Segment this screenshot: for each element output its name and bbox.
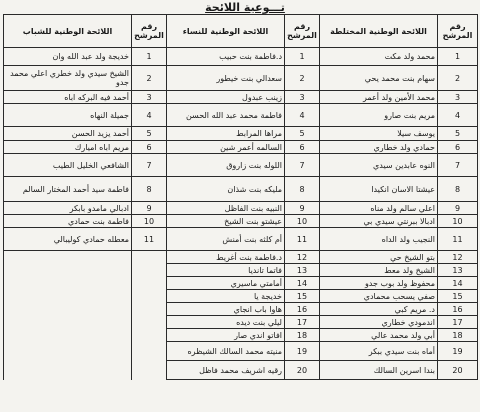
youth-name-cell: معطله حمادي كوليبالي: [4, 228, 132, 251]
mixed-name-cell: النوه عابدين سيدي: [320, 154, 438, 177]
youth-number-cell: [132, 277, 167, 290]
women-name-cell: سعدالي بنت خيطور: [167, 66, 285, 91]
table-row: [4, 303, 478, 316]
youth-number-cell: 7: [132, 154, 167, 177]
women-number-cell: 11: [285, 228, 320, 251]
women-number-cell: 17: [285, 316, 320, 329]
youth-name-cell: [4, 290, 132, 303]
women-number-cell: 20: [285, 361, 320, 380]
mixed-number-cell: 7: [438, 154, 478, 177]
youth-number-cell: [132, 329, 167, 342]
header-mixed-list: اللائحة الوطنية المختلطة: [320, 15, 438, 48]
women-name-cell: فاطمة محمد عبد الله الحسن: [167, 104, 285, 127]
mixed-name-cell: أبي ولد محمد عالي: [320, 329, 438, 342]
women-name-cell: هاوا باب انجاي: [167, 303, 285, 316]
youth-name-cell: [4, 303, 132, 316]
youth-number-cell: [132, 303, 167, 316]
table-row: [4, 290, 478, 303]
women-number-cell: 18: [285, 329, 320, 342]
mixed-name-cell: مريم بنت صارو: [320, 104, 438, 127]
youth-name-cell: [4, 329, 132, 342]
mixed-number-cell: 6: [438, 141, 478, 154]
youth-number-cell: [132, 290, 167, 303]
table-row: [4, 154, 478, 177]
youth-number-cell: 3: [132, 91, 167, 104]
mixed-number-cell: 9: [438, 202, 478, 215]
table-row: [4, 91, 478, 104]
women-number-cell: 19: [285, 342, 320, 361]
women-name-cell: اللوله بنت زاروق: [167, 154, 285, 177]
women-number-cell: 2: [285, 66, 320, 91]
women-name-cell: فاتما تاندیا: [167, 264, 285, 277]
mixed-number-cell: 5: [438, 127, 478, 141]
table-row: [4, 177, 478, 202]
mixed-number-cell: 8: [438, 177, 478, 202]
mixed-name-cell: حمادي ولد خطاري: [320, 141, 438, 154]
youth-number-cell: 9: [132, 202, 167, 215]
table-header-row: [4, 15, 478, 48]
mixed-number-cell: 14: [438, 277, 478, 290]
mixed-number-cell: 19: [438, 342, 478, 361]
youth-number-cell: [132, 264, 167, 277]
women-number-cell: 5: [285, 127, 320, 141]
youth-number-cell: 11: [132, 228, 167, 251]
youth-name-cell: [4, 251, 132, 264]
mixed-name-cell: سهام بنت محمد يحي: [320, 66, 438, 91]
youth-name-cell: فاطمة سيد أحمد المختار السالم: [4, 177, 132, 202]
mixed-name-cell: بتو الشيخ حي: [320, 251, 438, 264]
mixed-number-cell: 13: [438, 264, 478, 277]
mixed-name-cell: صفي يسحب محمادي: [320, 290, 438, 303]
youth-name-cell: فاطمة بنت حمادي: [4, 215, 132, 228]
youth-name-cell: الشيخ سيدي ولد خطري اعلي محمد جدو: [4, 66, 132, 91]
women-number-cell: 12: [285, 251, 320, 264]
mixed-name-cell: محمد الأمين ولد أعمر: [320, 91, 438, 104]
table-row: [4, 66, 478, 91]
women-number-cell: 6: [285, 141, 320, 154]
mixed-name-cell: اعلي سالم ولد مناه: [320, 202, 438, 215]
women-name-cell: د.فاطمة بنت حبيب: [167, 48, 285, 66]
women-number-cell: 16: [285, 303, 320, 316]
mixed-number-cell: 12: [438, 251, 478, 264]
header-youth-number: رقم المرشح: [132, 15, 167, 48]
youth-number-cell: [132, 361, 167, 380]
women-name-cell: السالمه أعمر شين: [167, 141, 285, 154]
women-number-cell: 15: [285, 290, 320, 303]
mixed-number-cell: 3: [438, 91, 478, 104]
mixed-name-cell: النجيب ولد الداه: [320, 228, 438, 251]
youth-name-cell: خديجة ولد عبد الله وان: [4, 48, 132, 66]
mixed-name-cell: اندمودي خطاري: [320, 316, 438, 329]
mixed-number-cell: 16: [438, 303, 478, 316]
youth-number-cell: 5: [132, 127, 167, 141]
women-number-cell: 7: [285, 154, 320, 177]
youth-number-cell: [132, 251, 167, 264]
mixed-name-cell: عيشتا الاسان انكيدا: [320, 177, 438, 202]
table-row: [4, 264, 478, 277]
mixed-name-cell: يوسف سيلا: [320, 127, 438, 141]
youth-name-cell: [4, 316, 132, 329]
women-number-cell: 13: [285, 264, 320, 277]
mixed-number-cell: 4: [438, 104, 478, 127]
table-row: [4, 215, 478, 228]
youth-number-cell: 2: [132, 66, 167, 91]
table-row: [4, 361, 478, 380]
header-youth-list: اللائحة الوطنية للشباب: [4, 15, 132, 48]
mixed-number-cell: 10: [438, 215, 478, 228]
women-name-cell: النبيه بنت الفاظل: [167, 202, 285, 215]
youth-name-cell: [4, 264, 132, 277]
youth-number-cell: 8: [132, 177, 167, 202]
mixed-number-cell: 1: [438, 48, 478, 66]
mixed-name-cell: أماه بنت سيدي ببكر: [320, 342, 438, 361]
youth-number-cell: 6: [132, 141, 167, 154]
mixed-name-cell: ادبالا ببرنتي سيدي بي: [320, 215, 438, 228]
women-name-cell: أمامتي ماسيري: [167, 277, 285, 290]
youth-number-cell: [132, 316, 167, 329]
table-row: [4, 316, 478, 329]
youth-number-cell: [132, 342, 167, 361]
women-number-cell: 1: [285, 48, 320, 66]
youth-name-cell: [4, 342, 132, 361]
table-row: [4, 48, 478, 66]
mixed-number-cell: 2: [438, 66, 478, 91]
table-row: [4, 141, 478, 154]
youth-number-cell: 4: [132, 104, 167, 127]
table-row: [4, 104, 478, 127]
table-row: [4, 127, 478, 141]
youth-name-cell: [4, 361, 132, 380]
mixed-number-cell: 20: [438, 361, 478, 380]
header-mixed-number: رقم المرشح: [438, 15, 478, 48]
youth-name-cell: أحمد يزيد الحسن: [4, 127, 132, 141]
table-row: [4, 202, 478, 215]
mixed-name-cell: الشيخ ولد معط: [320, 264, 438, 277]
mixed-name-cell: بندا اسرين السالك: [320, 361, 438, 380]
table-body: [4, 48, 478, 380]
table-row: [4, 251, 478, 264]
youth-name-cell: أحمد فيه البركه اباه: [4, 91, 132, 104]
women-name-cell: مراها المرابط: [167, 127, 285, 141]
women-number-cell: 8: [285, 177, 320, 202]
youth-number-cell: 10: [132, 215, 167, 228]
youth-number-cell: 1: [132, 48, 167, 66]
youth-name-cell: [4, 277, 132, 290]
women-number-cell: 14: [285, 277, 320, 290]
header-women-list: اللائحة الوطنية للنساء: [167, 15, 285, 48]
youth-name-cell: مريم اباه اميارك: [4, 141, 132, 154]
women-name-cell: زينب عبدول: [167, 91, 285, 104]
women-name-cell: خديجة يا: [167, 290, 285, 303]
women-name-cell: رقيه اشريف محمد فاظل: [167, 361, 285, 380]
women-name-cell: أم كلثه بنت أمنش: [167, 228, 285, 251]
mixed-number-cell: 18: [438, 329, 478, 342]
table-row: [4, 329, 478, 342]
table-row: [4, 342, 478, 361]
mixed-number-cell: 17: [438, 316, 478, 329]
mixed-number-cell: 11: [438, 228, 478, 251]
women-name-cell: عيشتو بنت الشيخ: [167, 215, 285, 228]
women-number-cell: 3: [285, 91, 320, 104]
women-name-cell: افاتو اندي صار: [167, 329, 285, 342]
mixed-name-cell: محفوظ ولد بوب جدو: [320, 277, 438, 290]
document-title: تـــوعية اللائحة: [205, 1, 285, 14]
table-row: [4, 277, 478, 290]
mixed-number-cell: 15: [438, 290, 478, 303]
table-row: [4, 228, 478, 251]
mixed-name-cell: محمد ولد مكت: [320, 48, 438, 66]
mixed-name-cell: د. مريم كبي: [320, 303, 438, 316]
women-name-cell: د.فاطمة بنت أغريط: [167, 251, 285, 264]
women-number-cell: 4: [285, 104, 320, 127]
women-number-cell: 9: [285, 202, 320, 215]
women-name-cell: ليلي بنت ديده: [167, 316, 285, 329]
youth-name-cell: الشافعي الخليل الطيب: [4, 154, 132, 177]
women-name-cell: منيته محمد السالك الشيظره: [167, 342, 285, 361]
youth-name-cell: جميلة النهاه: [4, 104, 132, 127]
header-women-number: رقم المرشح: [285, 15, 320, 48]
women-number-cell: 10: [285, 215, 320, 228]
youth-name-cell: ادبالي مامدو بابكر: [4, 202, 132, 215]
women-name-cell: مليكه بنت شذان: [167, 177, 285, 202]
candidate-lists-table: [3, 14, 478, 380]
